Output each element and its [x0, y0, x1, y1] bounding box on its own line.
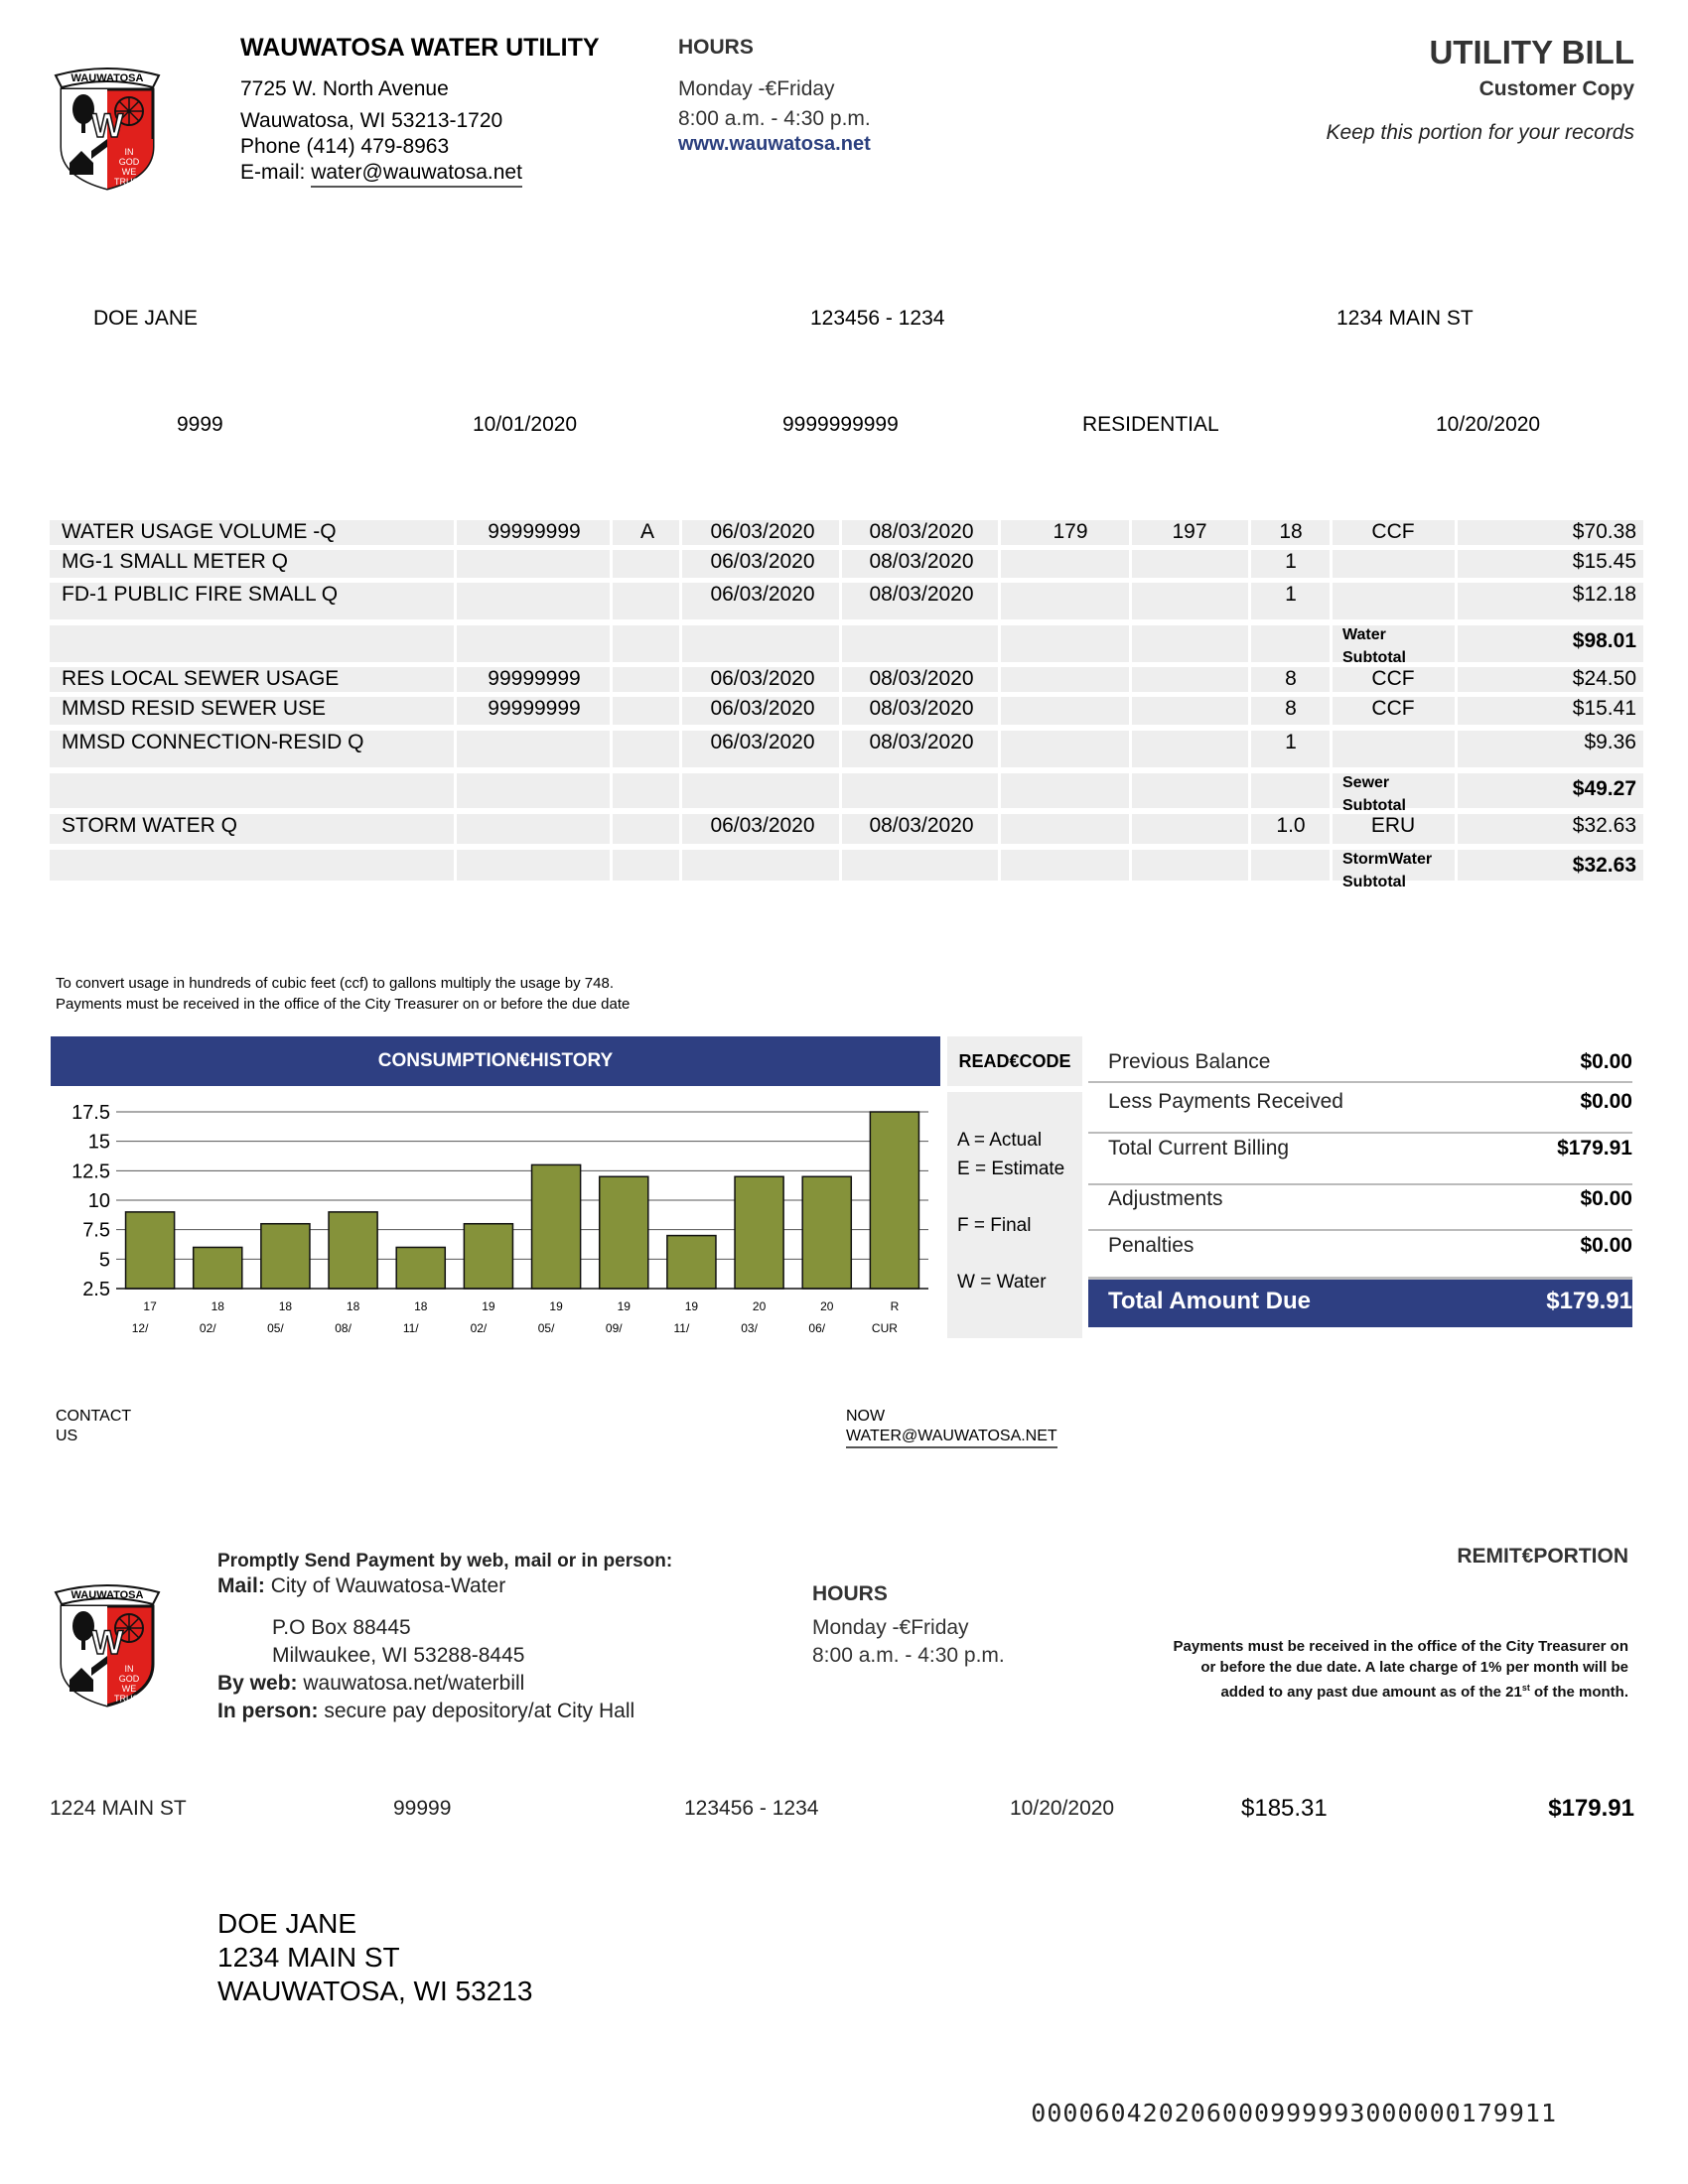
charges-cell-bg: [50, 625, 454, 662]
charge-usage: 1: [1285, 731, 1297, 753]
hours-title: HOURS: [678, 36, 754, 59]
charge-unit: ERU: [1370, 814, 1416, 837]
chart-bar: [464, 1224, 512, 1289]
charges-cell-bg: [613, 697, 679, 725]
svg-text:IN: IN: [124, 1664, 134, 1674]
account-number: 123456 - 1234: [810, 307, 945, 330]
subtotal-label-line: Subtotal: [1342, 797, 1406, 814]
chart-y-tick-label: 17.5: [71, 1102, 110, 1124]
contact-email-link[interactable]: WATER@WAUWATOSA.NET: [846, 1428, 1057, 1448]
chart-bar: [261, 1224, 310, 1289]
charges-cell-bg: [1001, 625, 1129, 662]
charges-cell-bg: [1001, 850, 1129, 881]
remit-person-row: [217, 1698, 634, 1725]
charge-unit: CCF: [1371, 667, 1415, 690]
charges-subtotal-row: [0, 850, 1688, 890]
chart-x-tick-year: 19: [482, 1299, 495, 1313]
charge-desc: FD-1 PUBLIC FIRE SMALL Q: [62, 583, 339, 606]
chart-y-tick-label: 7.5: [82, 1219, 110, 1242]
chart-x-tick-year: R: [890, 1299, 900, 1313]
remit-route: 99999: [393, 1797, 452, 1820]
person-value: secure pay depository/at City Hall: [324, 1700, 635, 1722]
charges-subtotal-row: [0, 625, 1688, 665]
contact-label-1: CONTACT: [56, 1408, 132, 1425]
charge-from: 06/03/2020: [710, 697, 815, 720]
contact-now-label: NOW: [846, 1408, 886, 1425]
remit-address: 1224 MAIN ST: [50, 1797, 187, 1820]
charge-to: 08/03/2020: [869, 583, 974, 606]
charge-subtotal-amount: $32.63: [1572, 854, 1636, 877]
charges-cell-bg: [457, 731, 610, 767]
charges-row: [0, 731, 1688, 770]
charge-amount: $12.18: [1572, 583, 1636, 606]
chart-bar: [600, 1176, 648, 1289]
charges-cell-bg: [613, 583, 679, 619]
chart-y-tick-label: 15: [87, 1131, 110, 1154]
late-note-line3-pre: added to any past due amount as of the 21: [1220, 1684, 1522, 1701]
charges-cell-bg: [1001, 773, 1129, 808]
charges-cell-bg: [842, 850, 998, 881]
remit-amount-due: $179.91: [1548, 1795, 1634, 1822]
charge-from: 06/03/2020: [710, 731, 815, 753]
charges-cell-bg: [1251, 773, 1330, 808]
charges-cell-bg: [1001, 814, 1129, 844]
charge-amount: $32.63: [1572, 814, 1636, 837]
mail-label: Mail:: [217, 1574, 265, 1597]
charges-cell-bg: [1132, 850, 1248, 881]
keep-records-note: Keep this portion for your records: [1326, 121, 1634, 144]
chart-x-tick-month: 05/: [267, 1321, 284, 1335]
chart-x-tick-year: 19: [617, 1299, 631, 1313]
charge-desc: MMSD RESID SEWER USE: [62, 697, 327, 720]
chart-x-tick-year: 18: [278, 1299, 293, 1313]
charges-cell-bg: [613, 814, 679, 844]
web-value[interactable]: wauwatosa.net/waterbill: [303, 1672, 525, 1695]
charges-cell-bg: [457, 773, 610, 808]
bill-date: 10/01/2020: [473, 413, 578, 436]
chart-x-tick-month: 11/: [673, 1321, 690, 1335]
charge-to: 08/03/2020: [869, 520, 974, 543]
charge-amount: $9.36: [1584, 731, 1636, 753]
hours-time: 8:00 a.m. - 4:30 p.m.: [678, 107, 871, 130]
svg-text:W: W: [90, 107, 124, 145]
charge-code: A: [639, 520, 654, 543]
consumption-chart: [51, 1086, 940, 1340]
charge-usage: 1.0: [1276, 814, 1306, 837]
charge-from: 06/03/2020: [710, 550, 815, 573]
mail-value: City of Wauwatosa-Water: [270, 1574, 506, 1597]
charges-cell-bg: [50, 850, 454, 881]
penalties-value: $0.00: [1580, 1234, 1632, 1257]
charges-cell-bg: [1001, 667, 1129, 692]
charge-unit: CCF: [1371, 520, 1415, 543]
bill-title: UTILITY BILL: [1429, 34, 1634, 70]
chart-bar: [735, 1176, 783, 1289]
chart-bar: [667, 1236, 716, 1289]
charges-cell-bg: [682, 850, 839, 881]
remit-mail-row: [217, 1572, 505, 1600]
charges-cell-bg: [613, 850, 679, 881]
charges-row: [0, 550, 1688, 581]
current-billing-value: $179.91: [1557, 1137, 1632, 1160]
balance-divider-2: [1088, 1132, 1632, 1134]
charges-cell-bg: [613, 731, 679, 767]
remit-web-row: [217, 1670, 524, 1698]
charges-cell-bg: [1251, 625, 1330, 662]
svg-text:GOD: GOD: [118, 157, 140, 167]
chart-y-tick-label: 10: [87, 1190, 110, 1212]
charges-cell-bg: [842, 625, 998, 662]
charges-row: [0, 667, 1688, 695]
charge-pres: 197: [1172, 520, 1207, 543]
charge-to: 08/03/2020: [869, 697, 974, 720]
charges-cell-bg: [1001, 697, 1129, 725]
charge-subtotal-amount: $49.27: [1572, 777, 1636, 800]
subtotal-label-line: Water: [1342, 626, 1386, 643]
subtotal-label-line: Subtotal: [1342, 649, 1406, 666]
late-note-line2: or before the due date. A late charge of 1% per month will be: [1200, 1659, 1628, 1676]
chart-x-tick-year: 19: [684, 1299, 699, 1313]
charge-to: 08/03/2020: [869, 814, 974, 837]
chart-x-tick-year: 19: [549, 1299, 563, 1313]
charge-subtotal-amount: $98.01: [1572, 629, 1636, 652]
contact-label-2: US: [56, 1428, 78, 1444]
charges-row: [0, 583, 1688, 622]
total-due-bar: [1088, 1277, 1632, 1327]
charges-row: [0, 697, 1688, 728]
charge-to: 08/03/2020: [869, 667, 974, 690]
remit-portion-title: REMIT€PORTION: [1457, 1545, 1628, 1568]
charges-cell-bg: [457, 814, 610, 844]
utility-address-line2: Wauwatosa, WI 53213-1720: [240, 109, 503, 132]
svg-text:WAUWATOSA: WAUWATOSA: [70, 72, 144, 84]
svg-text:IN: IN: [124, 147, 134, 157]
due-date: 10/20/2020: [1436, 413, 1541, 436]
customer-class: RESIDENTIAL: [1082, 413, 1219, 436]
balance-divider-4: [1088, 1229, 1632, 1231]
charge-desc: STORM WATER Q: [62, 814, 237, 837]
city-logo-remit: [48, 1572, 167, 1711]
mailing-city: WAUWATOSA, WI 53213: [217, 1976, 533, 2006]
chart-x-tick-month: 11/: [402, 1321, 419, 1335]
late-note-line3-sup: st: [1521, 1683, 1530, 1693]
svg-text:WAUWATOSA: WAUWATOSA: [70, 1589, 144, 1601]
charge-usage: 8: [1285, 697, 1297, 720]
chart-bar: [126, 1212, 175, 1289]
remit-prompt: Promptly Send Payment by web, mail or in person:: [217, 1551, 673, 1571]
chart-bar: [532, 1164, 581, 1289]
remit-hours-days: Monday -€Friday: [812, 1616, 969, 1639]
remit-hours-time: 8:00 a.m. - 4:30 p.m.: [812, 1644, 1005, 1667]
balance-divider-1: [1088, 1081, 1632, 1083]
read-code-actual: A = Actual: [957, 1130, 1043, 1151]
charge-meter: 99999999: [488, 697, 581, 720]
charges-cell-bg: [457, 583, 610, 619]
subtotal-label-line: Subtotal: [1342, 874, 1406, 890]
late-note-line1: Payments must be received in the office of the City Treasurer on: [1173, 1638, 1628, 1655]
svg-text:WE: WE: [121, 1684, 137, 1694]
chart-x-tick-month: CUR: [871, 1321, 898, 1335]
charges-subtotal-row: [0, 773, 1688, 814]
subtotal-label-line: StormWater: [1342, 851, 1433, 868]
total-due-label: Total Amount Due: [1108, 1288, 1311, 1314]
total-due-value: $179.91: [1546, 1288, 1632, 1314]
charge-from: 06/03/2020: [710, 520, 815, 543]
remit-po-city: Milwaukee, WI 53288-8445: [272, 1644, 525, 1667]
payment-deadline-note: Payments must be received in the office of the City Treasurer on or before the due date: [56, 996, 631, 1013]
charge-desc: WATER USAGE VOLUME -Q: [62, 520, 337, 543]
chart-x-tick-year: 18: [346, 1299, 360, 1313]
charges-table: [0, 0, 1688, 893]
charge-usage: 8: [1285, 667, 1297, 690]
chart-x-tick-month: 03/: [741, 1321, 758, 1335]
person-label: In person:: [217, 1700, 319, 1722]
chart-x-tick-year: 18: [414, 1299, 428, 1313]
service-address: 1234 MAIN ST: [1336, 307, 1474, 330]
charges-cell-bg: [613, 773, 679, 808]
svg-text:GOD: GOD: [118, 1674, 140, 1684]
consumption-chart-svg: [51, 1086, 940, 1340]
charge-usage: 1: [1285, 583, 1297, 606]
late-note-line3: [1174, 1678, 1628, 1703]
charges-cell-bg: [1132, 773, 1248, 808]
chart-x-tick-month: 05/: [537, 1321, 555, 1335]
charge-from: 06/03/2020: [710, 814, 815, 837]
charges-cell-bg: [1001, 550, 1129, 578]
conversion-note: To convert usage in hundreds of cubic feet (ccf) to gallons multiply the usage by 748.: [56, 975, 614, 992]
chart-y-tick-label: 12.5: [71, 1160, 110, 1183]
svg-text:TRUST: TRUST: [114, 1694, 144, 1704]
charges-cell-bg: [1001, 583, 1129, 619]
chart-y-tick-label: 5: [98, 1249, 110, 1272]
mailing-name: DOE JANE: [217, 1908, 357, 1939]
chart-x-tick-month: 02/: [470, 1321, 488, 1335]
charges-cell-bg: [613, 667, 679, 692]
remit-account-number: 123456 - 1234: [684, 1797, 819, 1820]
charge-meter: 99999999: [488, 520, 581, 543]
charges-row: [0, 814, 1688, 847]
chart-x-tick-month: 06/: [808, 1321, 826, 1335]
read-code-final: F = Final: [957, 1215, 1032, 1236]
charge-desc: MMSD CONNECTION-RESID Q: [62, 731, 364, 753]
charges-cell-bg: [842, 773, 998, 808]
charge-amount: $70.38: [1572, 520, 1636, 543]
web-label: By web:: [217, 1672, 298, 1695]
utility-name: WAUWATOSA WATER UTILITY: [240, 34, 600, 62]
charges-cell-bg: [1001, 731, 1129, 767]
remit-po-box: P.O Box 88445: [272, 1616, 411, 1639]
consumption-history-header: CONSUMPTION€HISTORY: [51, 1036, 940, 1086]
charge-desc: MG-1 SMALL METER Q: [62, 550, 288, 573]
remit-due-date: 10/20/2020: [1010, 1797, 1115, 1820]
chart-bar: [194, 1247, 242, 1289]
chart-x-tick-year: 18: [211, 1299, 224, 1313]
city-seal-icon-remit: [48, 1572, 167, 1711]
read-code-water: W = Water: [957, 1272, 1047, 1293]
route-number: 9999: [177, 413, 223, 436]
current-billing-label: Total Current Billing: [1108, 1137, 1290, 1160]
adjustments-value: $0.00: [1580, 1187, 1632, 1210]
charge-usage: 18: [1279, 520, 1303, 543]
charges-cell-bg: [682, 773, 839, 808]
charges-cell-bg: [682, 625, 839, 662]
charges-cell-bg: [613, 550, 679, 578]
charges-cell-bg: [1251, 850, 1330, 881]
chart-x-tick-month: 12/: [131, 1321, 149, 1335]
charge-meter: 99999999: [488, 667, 581, 690]
read-code-header: READ€CODE: [947, 1036, 1082, 1086]
charges-cell-bg: [457, 550, 610, 578]
chart-x-tick-month: 08/: [335, 1321, 352, 1335]
late-note-line3-post: of the month.: [1529, 1684, 1628, 1701]
email-label: E-mail:: [240, 161, 312, 184]
charge-to: 08/03/2020: [869, 731, 974, 753]
penalties-label: Penalties: [1108, 1234, 1195, 1257]
payment-scanline: 000060420206000999993000000179911: [1031, 2099, 1557, 2127]
chart-x-tick-year: 20: [752, 1299, 767, 1313]
chart-bar: [802, 1176, 851, 1289]
charge-amount: $24.50: [1572, 667, 1636, 690]
svg-text:W: W: [90, 1624, 124, 1662]
chart-x-tick-year: 17: [143, 1299, 157, 1313]
chart-x-tick-month: 02/: [199, 1321, 216, 1335]
payments-received-label: Less Payments Received: [1108, 1090, 1343, 1113]
read-code-estimate: E = Estimate: [957, 1159, 1065, 1179]
remit-hours-title: HOURS: [812, 1582, 888, 1605]
chart-x-tick-year: 20: [820, 1299, 834, 1313]
charge-unit: CCF: [1371, 697, 1415, 720]
mailing-street: 1234 MAIN ST: [217, 1942, 400, 1973]
meter-number: 9999999999: [782, 413, 899, 436]
customer-copy-label: Customer Copy: [1478, 77, 1634, 100]
balance-divider-3: [1088, 1183, 1632, 1185]
charge-from: 06/03/2020: [710, 583, 815, 606]
late-charge-note: [1174, 1636, 1628, 1703]
charge-usage: 1: [1285, 550, 1297, 573]
charge-amount: $15.45: [1572, 550, 1636, 573]
subtotal-label-line: Sewer: [1342, 774, 1390, 791]
charge-prev: 179: [1053, 520, 1088, 543]
charges-cell-bg: [50, 773, 454, 808]
payments-received-value: $0.00: [1580, 1090, 1632, 1113]
svg-text:WE: WE: [121, 167, 137, 177]
remit-after-due-amount: $185.31: [1241, 1795, 1328, 1822]
charges-cell-bg: [1132, 625, 1248, 662]
charge-amount: $15.41: [1572, 697, 1636, 720]
charge-from: 06/03/2020: [710, 667, 815, 690]
adjustments-label: Adjustments: [1108, 1187, 1223, 1210]
website-link[interactable]: www.wauwatosa.net: [678, 133, 871, 155]
charges-cell-bg: [457, 625, 610, 662]
chart-bar: [870, 1112, 918, 1289]
charges-row: [0, 520, 1688, 548]
charge-to: 08/03/2020: [869, 550, 974, 573]
charges-cell-bg: [457, 850, 610, 881]
charges-cell-bg: [613, 625, 679, 662]
read-code-panel: [947, 1092, 1082, 1338]
email-link[interactable]: water@wauwatosa.net: [311, 161, 522, 188]
customer-name: DOE JANE: [93, 307, 199, 330]
chart-bar: [329, 1212, 377, 1289]
utility-phone: Phone (414) 479-8963: [240, 135, 450, 158]
svg-text:TRUST: TRUST: [114, 177, 144, 187]
previous-balance-value: $0.00: [1580, 1050, 1632, 1073]
chart-x-tick-month: 09/: [605, 1321, 623, 1335]
chart-bar: [396, 1247, 445, 1289]
utility-address-line1: 7725 W. North Avenue: [240, 77, 449, 100]
hours-days: Monday -€Friday: [678, 77, 835, 100]
chart-y-tick-label: 2.5: [82, 1279, 110, 1300]
previous-balance-label: Previous Balance: [1108, 1050, 1271, 1073]
charge-desc: RES LOCAL SEWER USAGE: [62, 667, 340, 690]
